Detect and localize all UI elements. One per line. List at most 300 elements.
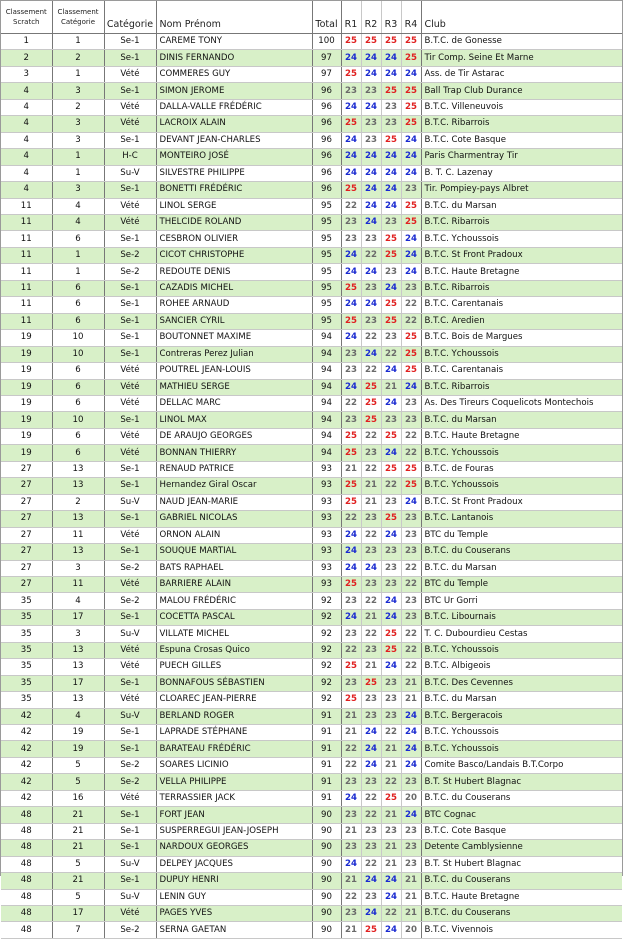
- category: Vété: [104, 428, 156, 444]
- category-rank: 3: [52, 132, 104, 148]
- category: Se-2: [104, 774, 156, 790]
- round-2: 22: [361, 626, 381, 642]
- shooter-name: RENAUD PATRICE: [156, 461, 312, 477]
- table-row: [1, 116, 622, 132]
- shooter-name: LACROIX ALAIN: [156, 116, 312, 132]
- category: Se-2: [104, 757, 156, 773]
- category-rank: 5: [52, 856, 104, 872]
- total: 96: [312, 165, 341, 181]
- club: B.T.C. St Front Pradoux: [421, 494, 622, 510]
- table-row: [1, 856, 622, 872]
- round-4: 22: [401, 576, 421, 592]
- table-row: [1, 198, 622, 214]
- total: 91: [312, 757, 341, 773]
- total: 95: [312, 231, 341, 247]
- round-4: 22: [401, 428, 421, 444]
- round-3: 24: [381, 363, 401, 379]
- total: 96: [312, 149, 341, 165]
- shooter-name: BONNAFOUS SÉBASTIEN: [156, 675, 312, 691]
- table-row: [1, 544, 622, 560]
- round-3: 25: [381, 642, 401, 658]
- round-4: 24: [401, 757, 421, 773]
- total: 100: [312, 34, 341, 50]
- category-rank: 6: [52, 363, 104, 379]
- table-row: [1, 708, 622, 724]
- club: B.T.C. Carentanais: [421, 297, 622, 313]
- category-rank: 7: [52, 922, 104, 938]
- shooter-name: BONNAN THIERRY: [156, 445, 312, 461]
- round-2: 25: [361, 675, 381, 691]
- club: B.T.C. de Fouras: [421, 461, 622, 477]
- round-2: 25: [361, 395, 381, 411]
- round-3: 23: [381, 330, 401, 346]
- shooter-name: Contreras Perez Julian: [156, 346, 312, 362]
- round-2: 22: [361, 527, 381, 543]
- category: Se-1: [104, 544, 156, 560]
- category: Vété: [104, 66, 156, 82]
- club: B.T.C. du Marsan: [421, 198, 622, 214]
- shooter-name: SOARES LICINIO: [156, 757, 312, 773]
- category-rank: 6: [52, 231, 104, 247]
- round-3: 25: [381, 297, 401, 313]
- round-2: 21: [361, 478, 381, 494]
- round-2: 25: [361, 412, 381, 428]
- club: Comite Basco/Landais B.T.Corpo: [421, 757, 622, 773]
- club: B.T.C. Bois de Margues: [421, 330, 622, 346]
- category: Se-1: [104, 840, 156, 856]
- total: 94: [312, 363, 341, 379]
- round-3: 25: [381, 626, 401, 642]
- club: B.T.C. Bergeracois: [421, 708, 622, 724]
- club: B.T.C. Ychoussois: [421, 445, 622, 461]
- round-4: 23: [401, 593, 421, 609]
- table-row: [1, 149, 622, 165]
- club: B.T.C. Lantanois: [421, 511, 622, 527]
- round-3: 21: [381, 807, 401, 823]
- round-1: 22: [341, 395, 361, 411]
- scratch-rank: 48: [1, 922, 52, 938]
- round-2: 22: [361, 363, 381, 379]
- scratch-rank: 48: [1, 856, 52, 872]
- club: B. T. C. Lazenay: [421, 165, 622, 181]
- round-2: 24: [361, 560, 381, 576]
- round-2: 24: [361, 906, 381, 922]
- round-1: 25: [341, 182, 361, 198]
- round-1: 21: [341, 922, 361, 938]
- category-rank: 10: [52, 346, 104, 362]
- total: 92: [312, 692, 341, 708]
- round-3: 23: [381, 675, 401, 691]
- round-2: 24: [361, 264, 381, 280]
- round-4: 23: [401, 412, 421, 428]
- round-2: 22: [361, 593, 381, 609]
- category-rank: 2: [52, 99, 104, 115]
- category: Se-1: [104, 741, 156, 757]
- table-row: [1, 807, 622, 823]
- scratch-rank: 19: [1, 330, 52, 346]
- round-4: 24: [401, 494, 421, 510]
- scratch-rank: 19: [1, 395, 52, 411]
- shooter-name: DELPEY JACQUES: [156, 856, 312, 872]
- table-row: [1, 34, 622, 50]
- round-2: 23: [361, 708, 381, 724]
- category: Se-1: [104, 34, 156, 50]
- shooter-name: PUECH GILLES: [156, 659, 312, 675]
- club: Detente Camblysienne: [421, 840, 622, 856]
- table-row: [1, 379, 622, 395]
- round-1: 23: [341, 346, 361, 362]
- round-1: 23: [341, 840, 361, 856]
- round-3: 21: [381, 741, 401, 757]
- shooter-name: DINIS FERNANDO: [156, 50, 312, 66]
- round-2: 24: [361, 757, 381, 773]
- category-rank: 19: [52, 725, 104, 741]
- club: B.T.C. Des Cevennes: [421, 675, 622, 691]
- scratch-rank: 1: [1, 34, 52, 50]
- shooter-name: CICOT CHRISTOPHE: [156, 247, 312, 263]
- header-r2: R2: [361, 1, 381, 34]
- total: 96: [312, 83, 341, 99]
- round-2: 23: [361, 774, 381, 790]
- table-row: [1, 757, 622, 773]
- table-row: [1, 395, 622, 411]
- round-2: 22: [361, 428, 381, 444]
- round-3: 22: [381, 725, 401, 741]
- category-rank: 16: [52, 790, 104, 806]
- total: 94: [312, 445, 341, 461]
- round-3: 24: [381, 198, 401, 214]
- round-3: 23: [381, 116, 401, 132]
- scratch-rank: 19: [1, 346, 52, 362]
- round-1: 24: [341, 50, 361, 66]
- shooter-name: Hernandez Giral Oscar: [156, 478, 312, 494]
- round-3: 25: [381, 83, 401, 99]
- category-rank: 1: [52, 247, 104, 263]
- round-2: 25: [361, 922, 381, 938]
- round-1: 23: [341, 231, 361, 247]
- round-3: 24: [381, 527, 401, 543]
- round-2: 24: [361, 725, 381, 741]
- club: B.T.C. Ychoussois: [421, 231, 622, 247]
- category-rank: 1: [52, 165, 104, 181]
- round-3: 24: [381, 395, 401, 411]
- total: 96: [312, 132, 341, 148]
- round-3: 22: [381, 478, 401, 494]
- table-row: [1, 494, 622, 510]
- shooter-name: COMMERES GUY: [156, 66, 312, 82]
- category-rank: 6: [52, 313, 104, 329]
- round-2: 24: [361, 99, 381, 115]
- table-row: [1, 774, 622, 790]
- round-3: 25: [381, 790, 401, 806]
- round-3: 24: [381, 165, 401, 181]
- club: B.T.C. Ribarrois: [421, 116, 622, 132]
- round-3: 23: [381, 823, 401, 839]
- round-4: 21: [401, 692, 421, 708]
- total: 91: [312, 774, 341, 790]
- category: Vété: [104, 198, 156, 214]
- scratch-rank: 4: [1, 99, 52, 115]
- total: 95: [312, 313, 341, 329]
- total: 91: [312, 725, 341, 741]
- shooter-name: DUPUY HENRI: [156, 873, 312, 889]
- header-category-rank: [52, 1, 104, 34]
- round-4: 20: [401, 922, 421, 938]
- category-rank: 6: [52, 445, 104, 461]
- round-2: 21: [361, 659, 381, 675]
- shooter-name: CLOAREC JEAN-PIERRE: [156, 692, 312, 708]
- round-3: 25: [381, 247, 401, 263]
- scratch-rank: 19: [1, 428, 52, 444]
- round-4: 25: [401, 99, 421, 115]
- results-body: [1, 34, 622, 939]
- scratch-rank: 19: [1, 445, 52, 461]
- round-4: 21: [401, 873, 421, 889]
- round-1: 22: [341, 741, 361, 757]
- scratch-rank: 48: [1, 807, 52, 823]
- round-3: 24: [381, 609, 401, 625]
- total: 93: [312, 527, 341, 543]
- club: B.T. St Hubert Blagnac: [421, 856, 622, 872]
- round-3: 23: [381, 544, 401, 560]
- category: Se-1: [104, 675, 156, 691]
- table-row: [1, 428, 622, 444]
- round-1: 25: [341, 313, 361, 329]
- total: 93: [312, 576, 341, 592]
- category: Se-2: [104, 593, 156, 609]
- club: B.T.C. du Couserans: [421, 873, 622, 889]
- round-1: 24: [341, 609, 361, 625]
- club: B.T.C. du Couserans: [421, 790, 622, 806]
- round-1: 24: [341, 165, 361, 181]
- round-2: 24: [361, 165, 381, 181]
- scratch-rank: 11: [1, 214, 52, 230]
- round-1: 24: [341, 330, 361, 346]
- total: 90: [312, 807, 341, 823]
- shooter-name: DE ARAUJO GEORGES: [156, 428, 312, 444]
- shooter-name: MALOU FRÉDÉRIC: [156, 593, 312, 609]
- category: Se-1: [104, 280, 156, 296]
- scratch-rank: 42: [1, 725, 52, 741]
- total: 93: [312, 461, 341, 477]
- scratch-rank: 4: [1, 149, 52, 165]
- round-3: 24: [381, 182, 401, 198]
- club: B.T.C. Haute Bretagne: [421, 428, 622, 444]
- club: B.T.C. Ychoussois: [421, 642, 622, 658]
- round-4: 23: [401, 544, 421, 560]
- scratch-rank: 35: [1, 626, 52, 642]
- category: Se-1: [104, 511, 156, 527]
- scratch-rank: 48: [1, 889, 52, 905]
- round-2: 23: [361, 132, 381, 148]
- round-4: 24: [401, 725, 421, 741]
- category-rank: 6: [52, 379, 104, 395]
- club: B.T.C. du Couserans: [421, 544, 622, 560]
- shooter-name: DELLAC MARC: [156, 395, 312, 411]
- club: B.T.C. Villeneuvois: [421, 99, 622, 115]
- club: BTC du Temple: [421, 527, 622, 543]
- total: 94: [312, 412, 341, 428]
- round-4: 23: [401, 395, 421, 411]
- scratch-rank: 42: [1, 790, 52, 806]
- club: B.T.C. du Marsan: [421, 560, 622, 576]
- round-4: 23: [401, 280, 421, 296]
- category-rank: 10: [52, 412, 104, 428]
- round-4: 25: [401, 346, 421, 362]
- table-row: [1, 593, 622, 609]
- round-3: 24: [381, 922, 401, 938]
- total: 90: [312, 889, 341, 905]
- club: B.T.C. Carentanais: [421, 363, 622, 379]
- round-1: 24: [341, 149, 361, 165]
- scratch-rank: 4: [1, 116, 52, 132]
- table-row: [1, 445, 622, 461]
- table-row: [1, 264, 622, 280]
- round-2: 23: [361, 83, 381, 99]
- category-rank: 13: [52, 461, 104, 477]
- total: 95: [312, 247, 341, 263]
- scratch-rank: 11: [1, 247, 52, 263]
- round-1: 24: [341, 132, 361, 148]
- table-row: [1, 231, 622, 247]
- header-scratch-line1: Classement: [5, 8, 47, 16]
- scratch-rank: 42: [1, 741, 52, 757]
- header-r1: R1: [341, 1, 361, 34]
- scratch-rank: 11: [1, 297, 52, 313]
- category-rank: 6: [52, 297, 104, 313]
- table-row: [1, 790, 622, 806]
- club: Tir. Pompiey-pays Albret: [421, 182, 622, 198]
- round-1: 24: [341, 560, 361, 576]
- table-row: [1, 527, 622, 543]
- category: Se-2: [104, 560, 156, 576]
- total: 94: [312, 428, 341, 444]
- scratch-rank: 27: [1, 527, 52, 543]
- round-1: 23: [341, 626, 361, 642]
- round-1: 25: [341, 34, 361, 50]
- round-3: 24: [381, 50, 401, 66]
- category: Se-1: [104, 50, 156, 66]
- total: 96: [312, 99, 341, 115]
- category: H-C: [104, 149, 156, 165]
- club: B.T.C. Cote Basque: [421, 132, 622, 148]
- category-rank: 5: [52, 757, 104, 773]
- round-1: 23: [341, 214, 361, 230]
- shooter-name: BATS RAPHAEL: [156, 560, 312, 576]
- category-rank: 1: [52, 34, 104, 50]
- table-row: [1, 675, 622, 691]
- category-rank: 3: [52, 83, 104, 99]
- round-2: 23: [361, 116, 381, 132]
- scratch-rank: 4: [1, 132, 52, 148]
- round-3: 21: [381, 757, 401, 773]
- category-rank: 6: [52, 428, 104, 444]
- round-2: 23: [361, 889, 381, 905]
- shooter-name: DEVANT JEAN-CHARLES: [156, 132, 312, 148]
- round-3: 25: [381, 231, 401, 247]
- club: B.T.C. Ribarrois: [421, 379, 622, 395]
- category: Su-V: [104, 626, 156, 642]
- round-2: 22: [361, 461, 381, 477]
- round-1: 24: [341, 247, 361, 263]
- round-4: 25: [401, 214, 421, 230]
- round-4: 24: [401, 807, 421, 823]
- scratch-rank: 11: [1, 280, 52, 296]
- round-2: 23: [361, 823, 381, 839]
- club: B.T.C. Haute Bretagne: [421, 889, 622, 905]
- round-3: 24: [381, 66, 401, 82]
- scratch-rank: 48: [1, 840, 52, 856]
- scratch-rank: 35: [1, 609, 52, 625]
- category-rank: 19: [52, 741, 104, 757]
- club: B.T.C. Vivennois: [421, 922, 622, 938]
- scratch-rank: 2: [1, 50, 52, 66]
- round-1: 25: [341, 576, 361, 592]
- scratch-rank: 27: [1, 494, 52, 510]
- round-1: 21: [341, 708, 361, 724]
- total: 94: [312, 395, 341, 411]
- round-2: 24: [361, 50, 381, 66]
- round-1: 25: [341, 659, 361, 675]
- round-3: 24: [381, 889, 401, 905]
- round-3: 23: [381, 264, 401, 280]
- table-row: [1, 363, 622, 379]
- round-1: 24: [341, 527, 361, 543]
- shooter-name: LAPRADE STÉPHANE: [156, 725, 312, 741]
- round-3: 24: [381, 445, 401, 461]
- round-1: 22: [341, 889, 361, 905]
- round-4: 23: [401, 823, 421, 839]
- category-rank: 11: [52, 527, 104, 543]
- round-2: 24: [361, 198, 381, 214]
- round-1: 23: [341, 593, 361, 609]
- round-3: 23: [381, 576, 401, 592]
- shooter-name: FORT JEAN: [156, 807, 312, 823]
- category-rank: 3: [52, 560, 104, 576]
- round-1: 21: [341, 873, 361, 889]
- header-r3: R3: [381, 1, 401, 34]
- category: Se-1: [104, 297, 156, 313]
- round-1: 24: [341, 790, 361, 806]
- table-row: [1, 692, 622, 708]
- shooter-name: CESBRON OLIVIER: [156, 231, 312, 247]
- category: Se-2: [104, 247, 156, 263]
- round-1: 21: [341, 725, 361, 741]
- category: Su-V: [104, 708, 156, 724]
- shooter-name: BOUTONNET MAXIME: [156, 330, 312, 346]
- category-rank: 1: [52, 264, 104, 280]
- round-2: 24: [361, 214, 381, 230]
- round-1: 25: [341, 494, 361, 510]
- category: Vété: [104, 363, 156, 379]
- round-3: 24: [381, 873, 401, 889]
- round-4: 25: [401, 50, 421, 66]
- round-1: 21: [341, 461, 361, 477]
- round-3: 25: [381, 313, 401, 329]
- total: 95: [312, 214, 341, 230]
- category-rank: 21: [52, 873, 104, 889]
- total: 91: [312, 790, 341, 806]
- category-rank: 13: [52, 692, 104, 708]
- table-row: [1, 313, 622, 329]
- round-4: 23: [401, 182, 421, 198]
- round-4: 24: [401, 708, 421, 724]
- category: Su-V: [104, 856, 156, 872]
- round-2: 24: [361, 182, 381, 198]
- total: 93: [312, 511, 341, 527]
- round-2: 24: [361, 873, 381, 889]
- table-row: [1, 461, 622, 477]
